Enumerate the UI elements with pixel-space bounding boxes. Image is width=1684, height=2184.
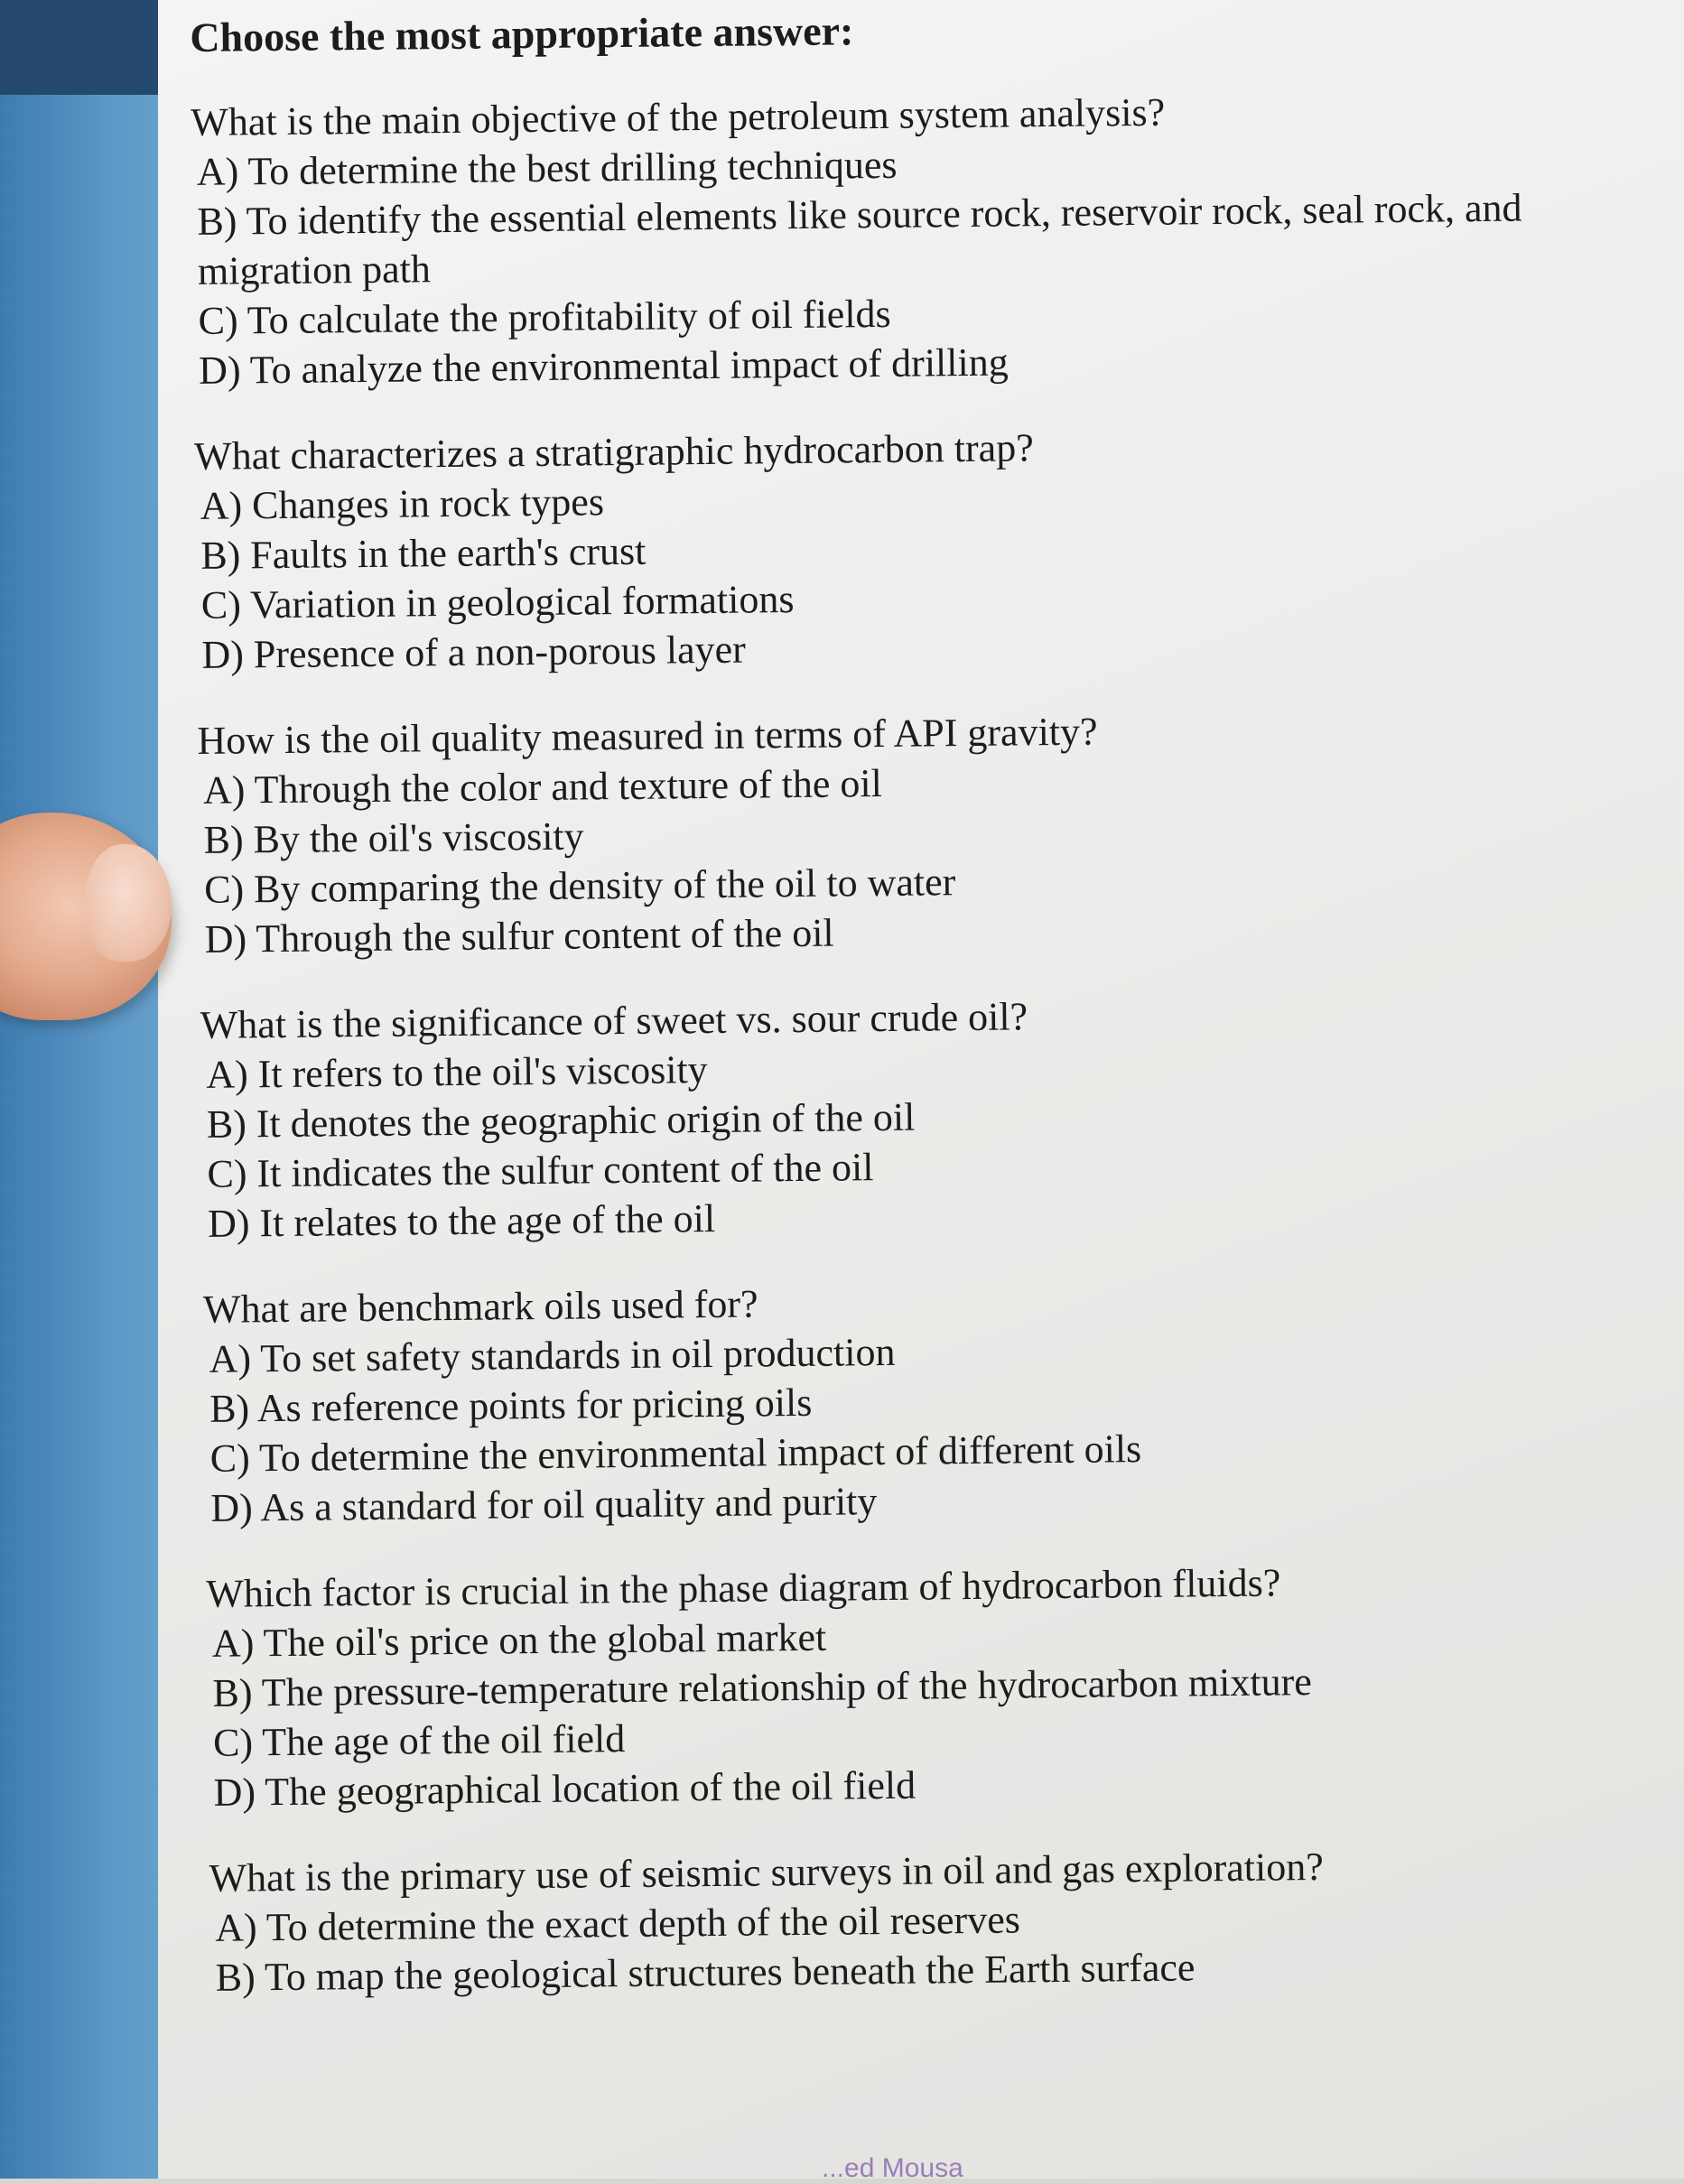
option-a: A) Through the color and texture of the oil [202,761,883,813]
option-b: B) To map the geological structures beneath the Earth surface [215,1945,1196,2000]
option-c: C) The age of the oil field [212,1716,626,1765]
question-text: How is the oil quality measured in terms of API gravity? [197,709,1098,763]
option-b: B) The pressure-temperature relationship of the hydrocarbon mixture [212,1659,1313,1715]
fingernail [86,844,172,962]
question-1 [191,82,1620,395]
question-5 [203,1269,1633,1533]
option-b: B) It denotes the geographic origin of the oil [206,1094,916,1147]
option-b: B) By the oil's viscosity [203,813,584,862]
question-text: What characterizes a stratigraphic hydrocarbon trap? [193,425,1034,479]
question-6 [206,1554,1635,1817]
question-3 [197,701,1626,964]
option-a: A) To determine the exact depth of the oil reserves [214,1897,1021,1950]
option-a: A) To determine the best drilling techniques [196,142,898,194]
question-2 [194,416,1624,680]
question-text: What is the main objective of the petroleum system analysis? [191,89,1166,144]
question-7 [209,1838,1637,2003]
option-d: D) It relates to the age of the oil [207,1195,716,1246]
quiz-heading: Choose the most appropriate answer: [190,7,854,60]
option-d: D) As a standard for oil quality and purity [210,1479,878,1530]
option-b: B) To identify the essential elements like source rock, reservoir rock, seal rock, and migration path [197,185,1522,293]
binder-stripe-top [0,0,158,95]
watermark-text: ...ed Mousa [822,2153,963,2183]
option-a: A) To set safety standards in oil production [209,1329,896,1381]
option-c: C) To calculate the profitability of oil fields [198,291,891,343]
option-d: D) Through the sulfur content of the oil [204,910,834,962]
option-a: A) Changes in rock types [200,479,605,528]
option-c: C) By comparing the density of the oil to water [203,860,956,912]
option-a: A) The oil's price on the global market [211,1614,827,1666]
option-d: D) The geographical location of the oil field [213,1762,916,1815]
option-c: C) To determine the environmental impact of different oils [209,1427,1142,1481]
question-text: Which factor is crucial in the phase diagram of hydrocarbon fluids? [206,1560,1281,1616]
question-text: What are benchmark oils used for? [202,1281,758,1332]
option-d: D) To analyze the environmental impact of drilling [198,339,1009,393]
option-d: D) Presence of a non-porous layer [201,627,747,677]
question-text: What is the primary use of seismic surveys in oil and gas exploration? [209,1844,1324,1901]
option-c: C) Variation in geological formations [200,577,795,627]
option-b: B) As reference points for pricing oils [209,1380,813,1431]
quiz-content [190,0,1637,2039]
question-4 [200,985,1629,1249]
option-b: B) Faults in the earth's crust [200,528,647,578]
question-text: What is the significance of sweet vs. sour crude oil? [200,994,1028,1047]
option-a: A) It refers to the oil's viscosity [206,1047,708,1097]
option-c: C) It indicates the sulfur content of the oil [207,1145,874,1196]
